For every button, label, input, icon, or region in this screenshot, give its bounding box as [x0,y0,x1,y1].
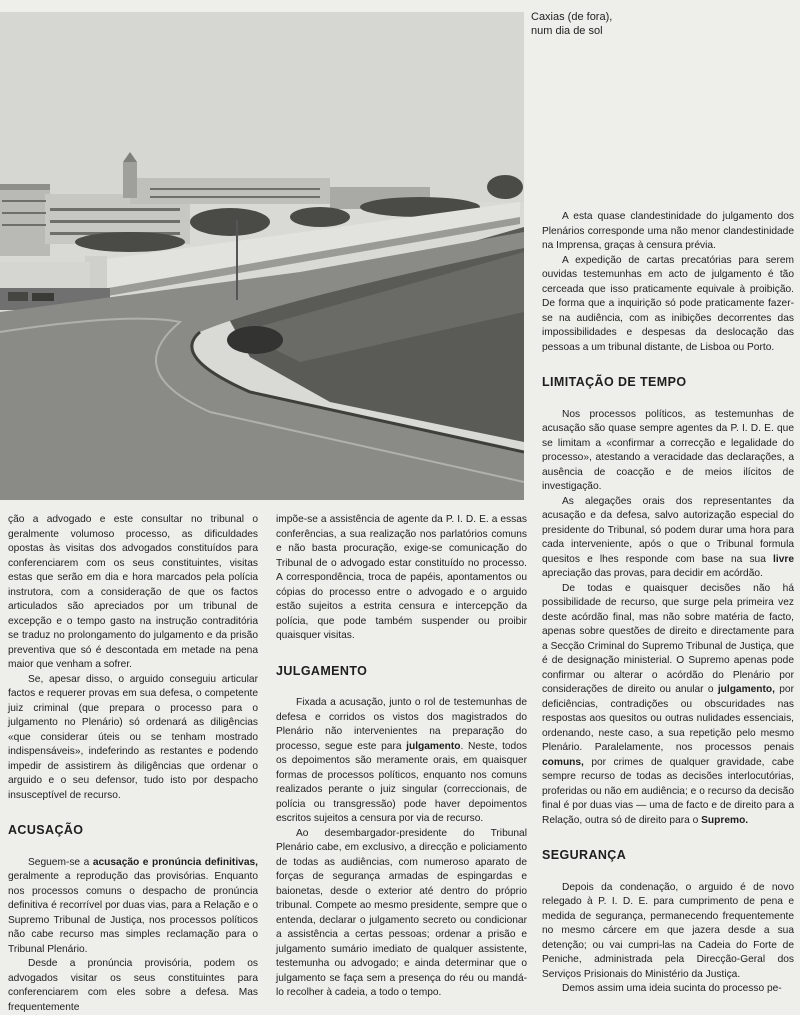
caption-line-1: Caxias (de fora), [531,11,613,23]
middle-column [276,513,527,1001]
paragraph: Desde a pronúncia provisória, podem os advogados visitar os seus constituintes para conferenciarem com eles sobre a defesa. Mas frequentemente [8,958,258,1013]
prison-photo [0,12,524,500]
section-heading-acusacao: ACUSAÇÃO [8,823,84,837]
paragraph: impõe-se a assistência de agente da P. I. D. E. a essas conferências, a sua realização nos parlatórios comuns e não basta procuração, exige-se comunicação do Tribunal de o advogado estar constituído no processo. A correspondência, troca de papéis, apontamentos ou cópias do processo entre o advogado e o arguido estão sujeitos a estrita censura e intercepção da polícia, que pode também suspender ou proibir quaisquer visitas. [276,514,527,641]
paragraph: A expedição de cartas precatórias para serem ouvidas testemunhas em acto de julgamento é tão cerceada que isso praticamente equivale à proibição. De forma que a inquirição só pode praticamente fazer-se na audiência, com as inibições decorrentes das impossibilidades e despesas da deslocação das pessoas a um tribunal distante, de Lisboa ou Porto. [542,254,794,353]
section-heading-seguranca: SEGURANÇA [542,848,627,862]
paragraph: Demos assim uma ideia sucinta do processo pe- [562,983,782,994]
section-heading-limitacao: LIMITAÇÃO DE TEMPO [542,375,687,389]
paragraph: Nos processos políticos, as testemunhas de acusação são quase sempre agentes da P. I. D. E. que se limitam a «confirmar a correcção e legalidade do processo», atestando a veracidade das declarações, a ausência de coacção e de meios ilícitos de investigação. [542,408,794,492]
photo-caption [531,10,731,38]
paragraph: De todas e quaisquer decisões não há possibilidade de recurso, que surge pela primeira vez deste acórdão final, mas não sobre matéria de facto, apenas sobre questões de direito e directamente para a Secção Criminal do Supremo Tribunal de Justiça, que é de designação ministerial. O Supremo apenas pode confirmar ou alterar o acórdão do Plenário por considerações de direito ou anular o julgamento, por deficiências, contradições ou obscuridades nas respostas aos quesitos ou outras nulidades essenciais, ordenando, neste caso, a sua repetição pelo mesmo Plenário. Paralelamente, nos processos penais comuns, por crimes de qualquer gravidade, cabe sempre recurso de todas as decisões interlocutórias, proferidas ou não em audiência; e o recurso da decisão final é por duas vias — uma de facto e de direito para a Relação, outra só de direito para o Supremo. [542,582,794,826]
right-column [542,210,794,997]
paragraph: Seguem-se a acusação e pronúncia definitivas, geralmente a reprodução das provisórias. Enquanto nos processos comuns o despacho de pronúncia definitiva é recorrível por duas vias, para a Relação e o Supremo Tribunal de Justiça, nos processos políticos não cabe recurso mas simples reclamação para o Tribunal Plenário. [8,856,258,955]
paragraph: As alegações orais dos representantes da acusação e da defesa, salvo autorização especial do presidente do Tribunal, só podem durar uma hora para cada interveniente, após o que o Tribunal formula quesitos e lhes responde com base na sua livre apreciação das provas, para decidir em acórdão. [542,495,794,579]
paragraph: Se, apesar disso, o arguido conseguiu articular factos e requerer provas em sua defesa, o competente juiz criminal (que prepara o processo para o julgamento no Plenário) só ordenará as diligências «que considerar úteis ou se tenham mostrado indispensáveis», indeferindo as restantes e podendo impedir de assistirem às diligências que ordenar o arguido e o seu defensor, tudo isto por despacho insusceptível de recurso. [8,673,258,801]
caption-line-2: num dia de sol [531,25,603,37]
paragraph: ção a advogado e este consultar no tribunal o geralmente volumoso processo, as dificuldades opostas às visitas dos advogados constituídos para conferenciarem com os seus constituintes, visitas estas que serão em dia e hora marcados pela polícia instrutora, com a consideração de que os factos articulados são apreciados por um tribunal de excepção e o tempo gasto na instrução contraditória se traduz no prolongamento do julgamento e da prisão preventiva que só é descontada em metade na pena maior que venham a sofrer. [8,514,258,670]
prison-photo-image [0,12,524,500]
section-heading-julgamento: JULGAMENTO [276,663,368,678]
paragraph: Fixada a acusação, junto o rol de testemunhas de defesa e corridos os vistos dos magistrados do Plenário não intervenientes na preparação do processo, segue este para julgamento. Neste, todos os depoimentos são meramente orais, em quaisquer formas de processos políticos, enquanto nos comuns realizados perante o juiz singular (correccionais, de polícia ou transgressão) pode haver depoimentos escritos sujeitos a censura por via de recurso. [276,697,527,824]
paragraph: A esta quase clandestinidade do julgamento dos Plenários corresponde uma não menor clandestinidade na Imprensa, graças à censura prévia. [542,211,794,251]
paragraph: Depois da condenação, o arguido é de novo relegado à P. I. D. E. para cumprimento de pena e medida de segurança, permanecendo frequentemente no mesmo cárcere em que jazera desde a sua detenção; ou vai cumpri-las na Cadeia do Forte de Peniche, administrada pela Direcção-Geral dos Serviços Prisionais do Ministério da Justiça. [542,881,794,980]
paragraph: Ao desembargador-presidente do Tribunal Plenário cabe, em exclusivo, a direcção e policiamento de todas as audiências, com numeroso aparato de forças de segurança armadas de espingardas e baionetas, desde o exterior até dentro do próprio tribunal. Compete ao mesmo presidente, sempre que o entenda, declarar o julgamento secreto ou condicionar a assistência a certas pessoas; ordenar a prisão e julgamento sumário imediato de qualquer assistente, testemunha ou advogado; e ainda determinar que o julgamento se faça sem a presença do réu ou mandá-lo recolher à cadeia, a todo o tempo. [276,827,527,998]
left-column [8,513,258,1015]
